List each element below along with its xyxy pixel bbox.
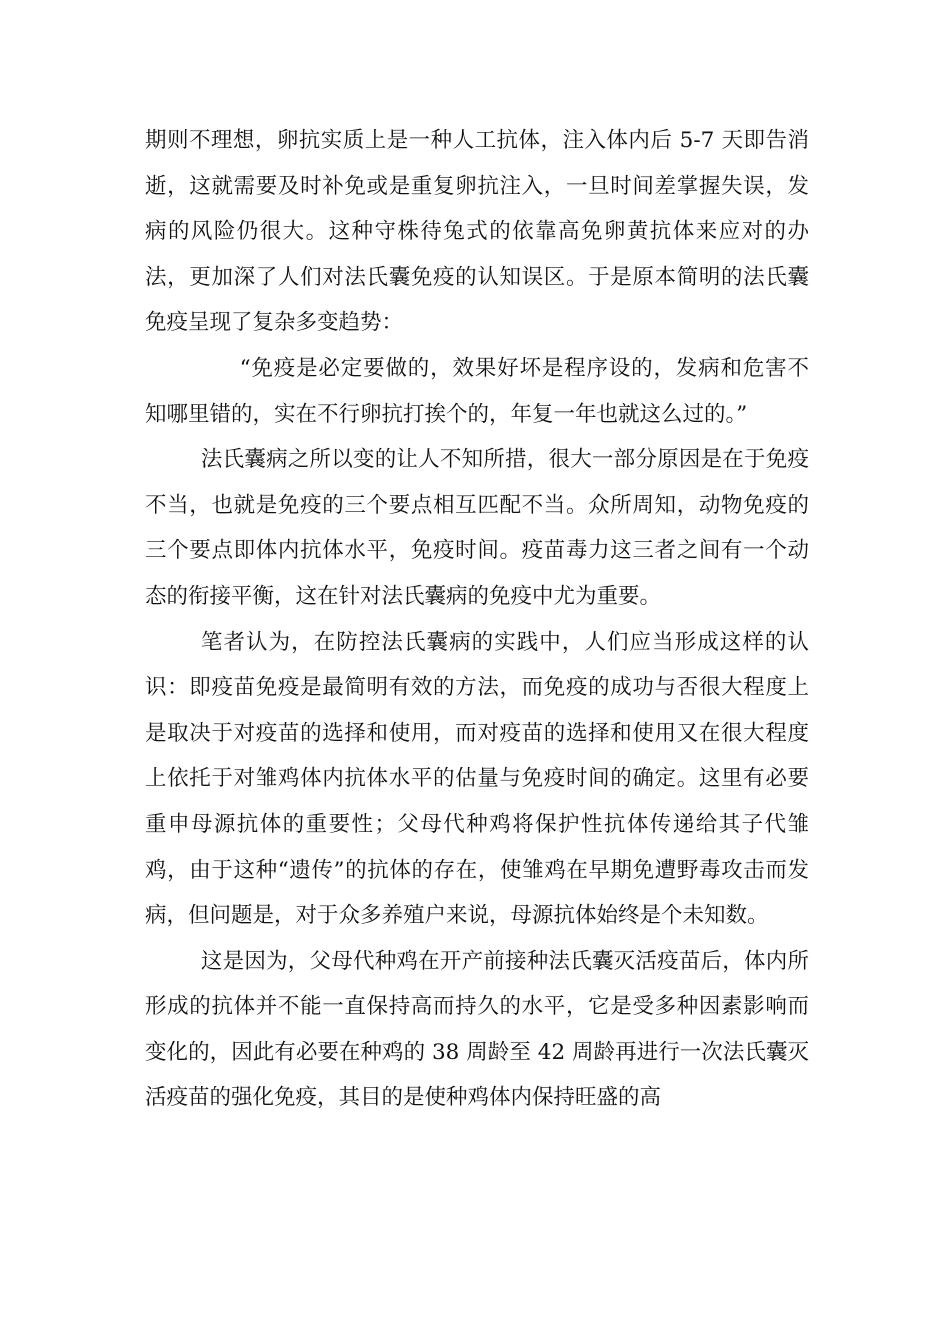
paragraph-4: 笔者认为，在防控法氏囊病的实践中，人们应当形成这样的认识：即疫苗免疫是最简明有效的方法，而免疫的成功与否很大程度上是取决于对疫苗的选择和使用，而对疫苗的选择和使用又在很大程度上依托于对雏鸡体内抗体水平的估量与免疫时间的确定。这里有必要重申母源抗体的重要性；父母代种鸡将保护性抗体传递给其子代雏鸡，由于这种“遗传”的抗体的存在，使雏鸡在早期免遭野毒攻击而发病，但问题是，对于众多养殖户来说，母源抗体始终是个未知数。 [145, 629, 809, 929]
paragraph-3: 法氏囊病之所以变的让人不知所措，很大一部分原因是在于免疫不当，也就是免疫的三个要点相互匹配不当。众所周知，动物免疫的三个要点即体内抗体水平，免疫时间。疫苗毒力这三者之间有一个动态的衔接平衡，这在针对法氏囊病的免疫中尤为重要。 [145, 447, 809, 609]
paragraph-1: 期则不理想，卵抗实质上是一种人工抗体，注入体内后 5-7 天即告消逝，这就需要及时补免或是重复卵抗注入，一旦时间差掌握失误，发病的风险仍很大。这种守株待兔式的依靠高免卵黄抗体来应对的办法，更加深了人们对法氏囊免疫的认知误区。于是原本简明的法氏囊免疫呈现了复杂多变趋势： [145, 128, 809, 336]
paragraph-5: 这是因为，父母代种鸡在开产前接种法氏囊灭活疫苗后，体内所形成的抗体并不能一直保持高而持久的水平，它是受多种因素影响而变化的，因此有必要在种鸡的 38 周龄至 42 周龄再进行一次法氏囊灭活疫苗的强化免疫，其目的是使种鸡体内保持旺盛的高 [145, 948, 809, 1111]
document-body [145, 118, 809, 1121]
quote-paragraph: “免疫是必定要做的，效果好坏是程序设的，发病和危害不知哪里错的，实在不行卵抗打挨个的，年复一年也就这么过的。” [145, 355, 809, 427]
